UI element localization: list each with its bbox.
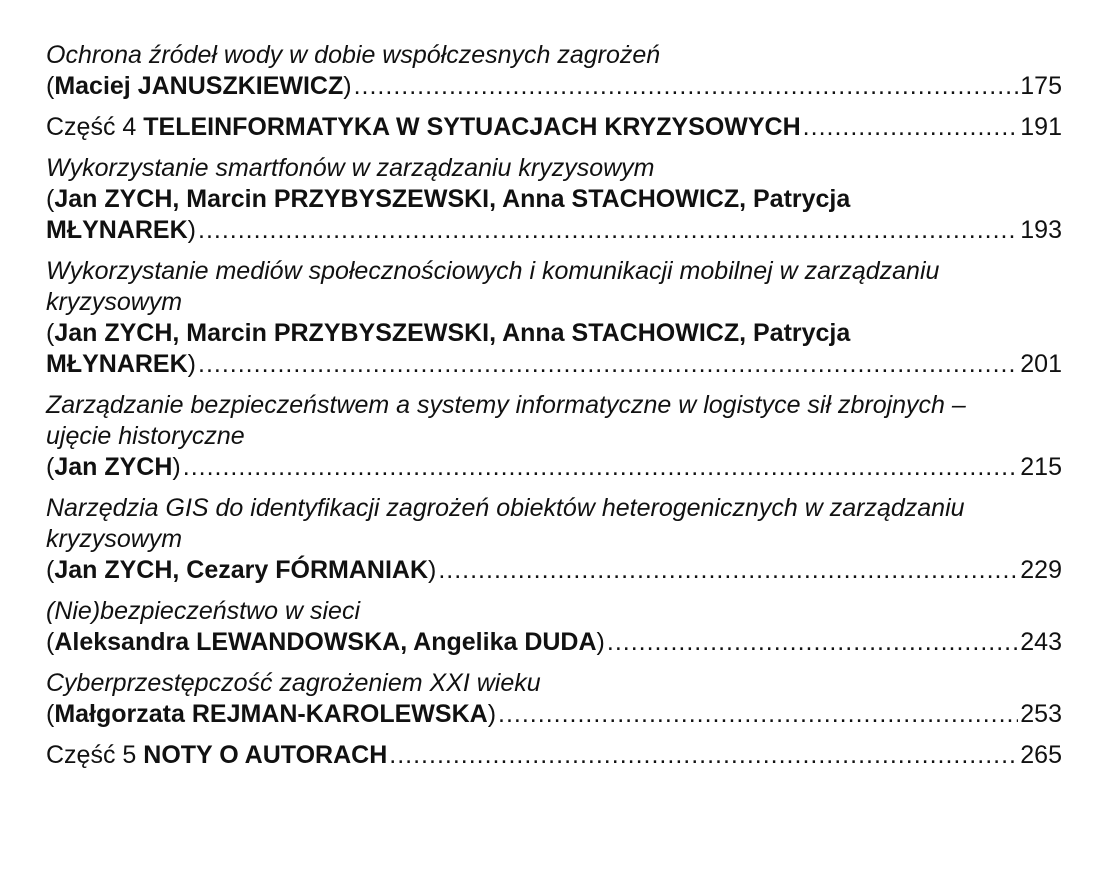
author-row xyxy=(46,71,1062,102)
author-row xyxy=(46,555,1062,586)
chapter-title: Wykorzystanie smartfonów w zarządzaniu kryzysowym xyxy=(46,154,655,182)
author-names: Aleksandra LEWANDOWSKA, Angelika DUDA xyxy=(54,628,597,656)
authors: (Aleksandra LEWANDOWSKA, Angelika DUDA) xyxy=(46,628,605,656)
dot-leader xyxy=(438,555,1018,586)
chapter-title-cont: kryzysowym xyxy=(46,525,183,553)
toc-part-entry xyxy=(46,112,1062,143)
page-number: 229 xyxy=(1020,556,1062,584)
chapter-title: Zarządzanie bezpieczeństwem a systemy informatyczne w logistyce sił zbrojnych – xyxy=(46,391,966,419)
authors: (Jan ZYCH, Cezary FÓRMANIAK) xyxy=(46,556,437,584)
part-label xyxy=(46,112,801,143)
author-row xyxy=(46,452,1062,483)
authors: MŁYNAREK) xyxy=(46,216,196,244)
dot-leader xyxy=(198,215,1018,246)
author-names-cont: MŁYNAREK xyxy=(46,216,188,244)
authors: (Małgorzata REJMAN-KAROLEWSKA) xyxy=(46,700,497,728)
table-of-contents xyxy=(46,40,1062,781)
page-number: 265 xyxy=(1020,741,1062,769)
page-number: 243 xyxy=(1020,628,1062,656)
part-title: TELEINFORMATYKA W SYTUACJACH KRYZYSOWYCH xyxy=(143,113,801,141)
author-names: Jan ZYCH, Marcin PRZYBYSZEWSKI, Anna STACHOWICZ, Patrycja xyxy=(54,185,851,213)
toc-entry xyxy=(46,596,1062,658)
toc-part-entry xyxy=(46,740,1062,771)
author-row xyxy=(46,627,1062,658)
dot-leader xyxy=(183,452,1019,483)
dot-leader xyxy=(607,627,1018,658)
authors: (Jan ZYCH) xyxy=(46,453,181,481)
author-row xyxy=(46,349,1062,380)
page-number: 191 xyxy=(1020,113,1062,141)
dot-leader xyxy=(354,71,1019,102)
chapter-title: Narzędzia GIS do identyfikacji zagrożeń obiektów heterogenicznych w zarządzaniu xyxy=(46,494,965,522)
author-names: Maciej JANUSZKIEWICZ xyxy=(54,72,344,100)
chapter-title: Wykorzystanie mediów społecznościowych i komunikacji mobilnej w zarządzaniu xyxy=(46,257,940,285)
part-row xyxy=(46,740,1062,771)
author-line: (Jan ZYCH, Marcin PRZYBYSZEWSKI, Anna STACHOWICZ, Patrycja xyxy=(46,185,851,213)
part-title: NOTY O AUTORACH xyxy=(143,741,388,769)
page-number: 253 xyxy=(1020,700,1062,728)
dot-leader xyxy=(498,699,1018,730)
author-names: Jan ZYCH xyxy=(54,453,173,481)
dot-leader xyxy=(389,740,1018,771)
author-names: Małgorzata REJMAN-KAROLEWSKA xyxy=(54,700,488,728)
toc-entry xyxy=(46,668,1062,730)
page-number: 175 xyxy=(1020,72,1062,100)
author-names: Jan ZYCH, Cezary FÓRMANIAK xyxy=(54,556,428,584)
authors: (Maciej JANUSZKIEWICZ) xyxy=(46,72,352,100)
toc-entry xyxy=(46,256,1062,380)
part-prefix: Część 4 xyxy=(46,113,137,141)
dot-leader xyxy=(803,112,1019,143)
dot-leader xyxy=(198,349,1018,380)
author-row xyxy=(46,215,1062,246)
author-names: Jan ZYCH, Marcin PRZYBYSZEWSKI, Anna STACHOWICZ, Patrycja xyxy=(54,319,851,347)
part-row xyxy=(46,112,1062,143)
part-label xyxy=(46,740,387,771)
chapter-title: Cyberprzestępczość zagrożeniem XXI wieku xyxy=(46,669,541,697)
chapter-title-cont: kryzysowym xyxy=(46,288,183,316)
chapter-title: (Nie)bezpieczeństwo w sieci xyxy=(46,597,361,625)
toc-entry xyxy=(46,390,1062,483)
authors: MŁYNAREK) xyxy=(46,350,196,378)
toc-entry xyxy=(46,40,1062,102)
page-number: 215 xyxy=(1020,453,1062,481)
chapter-title: Ochrona źródeł wody w dobie współczesnych zagrożeń xyxy=(46,41,661,69)
toc-entry xyxy=(46,153,1062,246)
page-number: 201 xyxy=(1020,350,1062,378)
author-row xyxy=(46,699,1062,730)
part-prefix: Część 5 xyxy=(46,741,137,769)
page-number: 193 xyxy=(1020,216,1062,244)
toc-entry xyxy=(46,493,1062,586)
chapter-title-cont: ujęcie historyczne xyxy=(46,422,245,450)
author-names-cont: MŁYNAREK xyxy=(46,350,188,378)
author-line: (Jan ZYCH, Marcin PRZYBYSZEWSKI, Anna STACHOWICZ, Patrycja xyxy=(46,319,851,347)
